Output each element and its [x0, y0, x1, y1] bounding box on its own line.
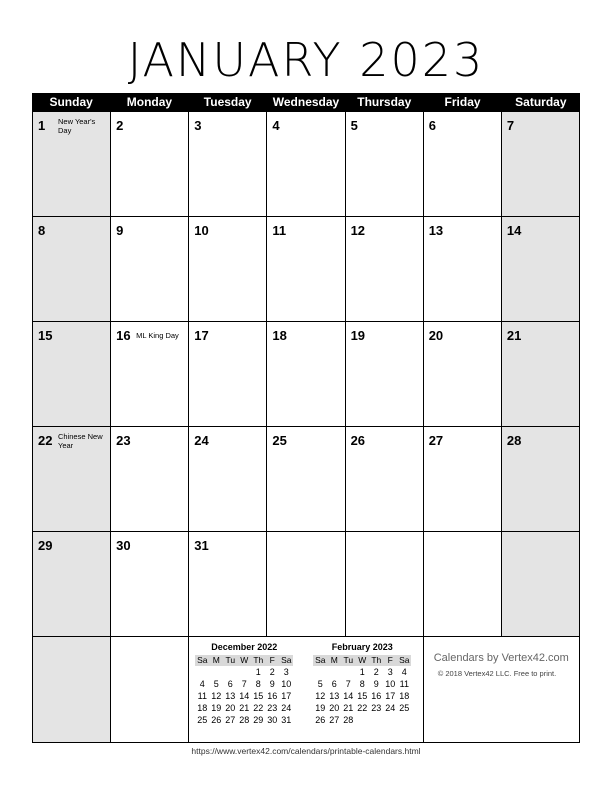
mini-day: 30 — [267, 715, 278, 725]
day-cell[interactable] — [33, 532, 111, 637]
day-number: 18 — [272, 328, 287, 343]
day-number: 10 — [194, 223, 209, 238]
weekday-header — [32, 93, 580, 111]
mini-day: 13 — [225, 691, 236, 701]
mini-day-header: Sa — [399, 655, 410, 665]
mini-day — [355, 714, 369, 726]
day-number: 30 — [116, 538, 131, 553]
mini-day — [369, 714, 383, 726]
empty-cell — [267, 532, 345, 637]
day-cell[interactable] — [346, 322, 424, 427]
mini-day: 14 — [239, 691, 250, 701]
mini-week-row — [195, 714, 293, 726]
mini-day: 17 — [281, 691, 292, 701]
day-cell[interactable] — [189, 532, 267, 637]
day-number: 27 — [428, 433, 444, 448]
mini-day: 18 — [399, 691, 410, 701]
day-number: 6 — [428, 118, 436, 133]
mini-day-header: Th — [369, 655, 383, 666]
mini-day: 3 — [283, 667, 289, 677]
mini-day — [237, 666, 251, 678]
calendar-grid — [32, 93, 580, 743]
day-number: 5 — [350, 118, 358, 133]
mini-day: 31 — [281, 715, 292, 725]
mini-day: 26 — [211, 715, 222, 725]
mini-day: 27 — [329, 715, 340, 725]
day-number: 26 — [350, 433, 366, 448]
day-cell[interactable] — [424, 427, 502, 532]
day-number: 4 — [272, 118, 280, 133]
mini-day: 19 — [315, 703, 326, 713]
mini-day: 12 — [211, 691, 222, 701]
day-number: 15 — [38, 328, 53, 343]
mini-day: 7 — [345, 679, 351, 689]
mini-day: 28 — [239, 715, 250, 725]
empty-cell — [111, 637, 189, 743]
mini-day: 4 — [199, 679, 205, 689]
mini-day: 1 — [255, 667, 261, 677]
day-number: 14 — [506, 223, 522, 238]
day-number: 22 — [38, 433, 53, 448]
mini-day: 21 — [239, 703, 250, 713]
mini-day-header: Tu — [341, 655, 355, 666]
mini-day — [223, 666, 237, 678]
mini-week-row — [195, 678, 293, 690]
day-number: 31 — [194, 538, 209, 553]
brand-copyright: © 2018 Vertex42 LLC. Free to print. — [437, 669, 557, 678]
mini-calendar-title: February 2023 — [331, 642, 393, 652]
day-cell[interactable] — [267, 427, 345, 532]
day-cell[interactable] — [111, 322, 189, 427]
mini-day: 24 — [385, 703, 396, 713]
mini-day: 22 — [253, 703, 264, 713]
mini-week-row — [195, 690, 293, 702]
day-number: 3 — [194, 118, 202, 133]
mini-day-header: M — [327, 655, 341, 666]
day-cell[interactable] — [111, 427, 189, 532]
day-number: 11 — [272, 223, 287, 238]
mini-week-row — [195, 702, 293, 714]
mini-day: 25 — [197, 715, 208, 725]
mini-day: 14 — [343, 691, 354, 701]
day-cell[interactable] — [346, 112, 424, 217]
day-cell[interactable] — [189, 322, 267, 427]
mini-day: 20 — [329, 703, 340, 713]
mini-day — [383, 714, 397, 726]
day-number: 20 — [428, 328, 444, 343]
mini-day: 5 — [213, 679, 219, 689]
event-label: Chinese New Year — [58, 432, 103, 450]
day-cell[interactable] — [346, 217, 424, 322]
mini-day-header: M — [209, 655, 223, 666]
day-number: 23 — [116, 433, 131, 448]
mini-day: 6 — [331, 679, 337, 689]
mini-day-header: Th — [251, 655, 265, 666]
mini-day: 6 — [227, 679, 233, 689]
mini-day: 8 — [359, 679, 365, 689]
empty-cell — [424, 532, 502, 637]
day-cell[interactable] — [267, 217, 345, 322]
mini-day: 2 — [373, 667, 379, 677]
mini-day: 27 — [225, 715, 236, 725]
day-number: 13 — [428, 223, 444, 238]
day-cell[interactable] — [502, 217, 580, 322]
mini-day-header: Tu — [223, 655, 237, 666]
mini-day: 15 — [253, 691, 264, 701]
mini-day: 23 — [371, 703, 382, 713]
day-cell[interactable] — [424, 112, 502, 217]
mini-week-row — [195, 666, 293, 678]
day-number: 16 — [116, 328, 131, 343]
mini-day — [341, 666, 355, 678]
mini-day: 3 — [387, 667, 393, 677]
mini-day: 9 — [269, 679, 275, 689]
mini-calendar-december — [195, 642, 293, 726]
mini-day: 21 — [343, 703, 354, 713]
mini-day: 8 — [255, 679, 261, 689]
mini-day: 9 — [373, 679, 379, 689]
mini-day — [327, 666, 341, 678]
day-cell[interactable] — [424, 217, 502, 322]
day-cell[interactable] — [33, 427, 111, 532]
mini-day: 29 — [253, 715, 264, 725]
mini-day: 15 — [357, 691, 368, 701]
day-cell[interactable] — [189, 217, 267, 322]
mini-calendar-header — [195, 655, 293, 666]
mini-day: 5 — [317, 679, 323, 689]
day-cell[interactable] — [502, 427, 580, 532]
day-number: 24 — [194, 433, 209, 448]
mini-calendar-header — [313, 655, 411, 666]
day-cell[interactable] — [502, 322, 580, 427]
mini-day-header: W — [237, 655, 251, 666]
mini-day: 2 — [269, 667, 275, 677]
day-number: 12 — [350, 223, 366, 238]
day-cell[interactable] — [33, 322, 111, 427]
day-cell[interactable] — [33, 217, 111, 322]
mini-week-row — [313, 678, 411, 690]
mini-day — [397, 714, 411, 726]
mini-week-row — [313, 702, 411, 714]
mini-day-header: Sa — [281, 655, 292, 665]
empty-cell — [33, 637, 111, 743]
day-cell[interactable] — [424, 322, 502, 427]
day-cell[interactable] — [111, 217, 189, 322]
mini-day-header: W — [355, 655, 369, 666]
mini-day: 1 — [359, 667, 365, 677]
day-number: 7 — [506, 118, 515, 133]
mini-day: 18 — [197, 703, 208, 713]
bottom-row — [32, 637, 580, 743]
day-number: 9 — [116, 223, 124, 238]
mini-day: 22 — [357, 703, 368, 713]
mini-day: 10 — [281, 679, 292, 689]
weekday-wednesday: Wednesday — [272, 95, 340, 109]
weekday-sunday: Sunday — [49, 95, 93, 109]
mini-day: 25 — [399, 703, 410, 713]
day-cell[interactable] — [267, 322, 345, 427]
day-cell[interactable] — [111, 532, 189, 637]
weekday-tuesday: Tuesday — [203, 95, 252, 109]
day-number: 29 — [38, 538, 53, 553]
mini-day: 12 — [315, 691, 326, 701]
mini-day: 16 — [371, 691, 382, 701]
day-number: 19 — [350, 328, 366, 343]
mini-week-row — [313, 690, 411, 702]
mini-day-header: Sa — [197, 655, 208, 665]
weekday-monday: Monday — [126, 95, 173, 109]
mini-day: 24 — [281, 703, 292, 713]
mini-week-row — [313, 714, 411, 726]
mini-day: 7 — [241, 679, 247, 689]
mini-day: 20 — [225, 703, 236, 713]
day-number: 28 — [506, 433, 522, 448]
mini-day — [195, 666, 209, 678]
mini-day: 26 — [315, 715, 326, 725]
day-number: 21 — [506, 328, 522, 343]
weekday-thursday: Thursday — [357, 95, 412, 109]
event-label: New Year's Day — [58, 117, 96, 135]
mini-week-row — [313, 666, 411, 678]
mini-day-header: F — [265, 655, 279, 666]
mini-day: 4 — [401, 667, 407, 677]
mini-day: 17 — [385, 691, 396, 701]
mini-day: 13 — [329, 691, 340, 701]
mini-day: 19 — [211, 703, 222, 713]
day-cell[interactable] — [111, 112, 189, 217]
day-cell[interactable] — [189, 427, 267, 532]
mini-day — [313, 666, 327, 678]
mini-day-header: F — [383, 655, 397, 666]
day-number: 1 — [38, 118, 46, 133]
mini-day-header: Sa — [315, 655, 326, 665]
empty-cell — [502, 532, 580, 637]
weekday-friday: Friday — [444, 95, 481, 109]
day-number: 8 — [38, 223, 46, 238]
day-cell[interactable] — [189, 112, 267, 217]
day-cell[interactable] — [346, 427, 424, 532]
mini-day: 16 — [267, 691, 278, 701]
mini-calendars — [189, 637, 423, 743]
mini-day — [209, 666, 223, 678]
mini-day: 11 — [399, 679, 409, 689]
day-cell[interactable] — [267, 112, 345, 217]
mini-calendar-title: December 2022 — [211, 642, 278, 652]
mini-day: 28 — [343, 715, 354, 725]
mini-day: 10 — [385, 679, 396, 689]
empty-cell — [346, 532, 424, 637]
weekday-saturday: Saturday — [515, 95, 567, 109]
mini-calendar-february — [313, 642, 411, 726]
day-number: 17 — [194, 328, 209, 343]
calendar-title: JANUARY 2023 — [127, 33, 485, 87]
day-number: 2 — [116, 118, 124, 133]
event-label: ML King Day — [136, 331, 179, 340]
mini-day: 11 — [197, 691, 207, 701]
brand-name[interactable]: Calendars by Vertex42.com — [433, 652, 569, 664]
footer-url[interactable]: https://www.vertex42.com/calendars/printable-calendars.html — [191, 746, 421, 756]
mini-day: 23 — [267, 703, 278, 713]
day-cell[interactable] — [502, 112, 580, 217]
day-cell[interactable] — [33, 112, 111, 217]
day-grid — [32, 111, 580, 637]
day-number: 25 — [272, 433, 287, 448]
brand-block — [424, 637, 580, 743]
